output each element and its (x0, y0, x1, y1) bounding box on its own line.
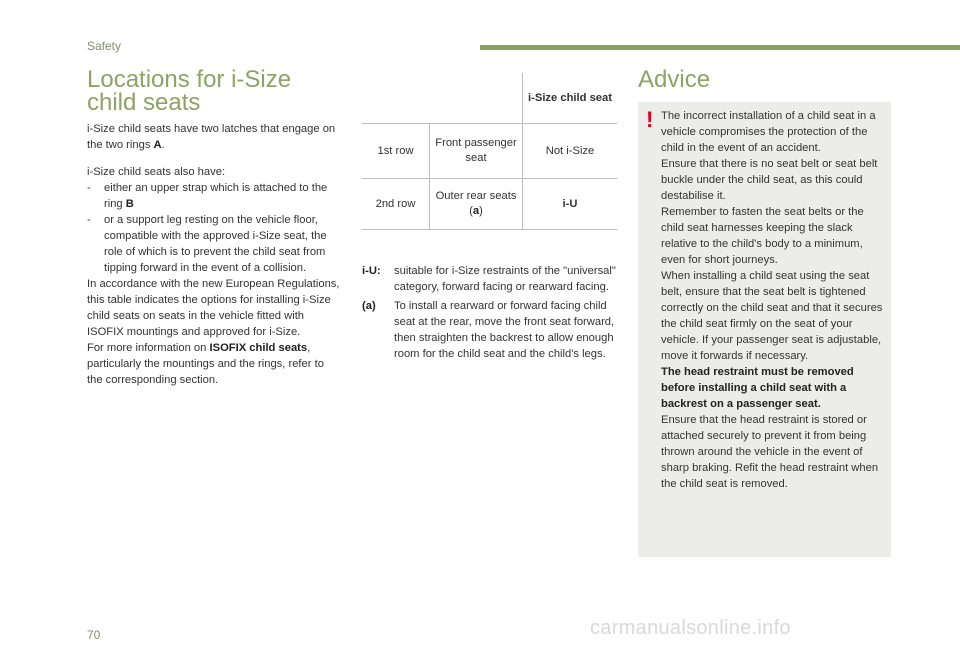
seat-label-front: Front passenger seat (430, 124, 523, 179)
legend-text: To install a rearward or forward facing child seat at the rear, move the front seat forward, then straighten the backrest to allow enough room for the child seat and the child's legs. (394, 300, 615, 360)
ring-a-label: A (153, 139, 162, 151)
advice-text (661, 108, 887, 492)
empty-header-cell (362, 74, 430, 124)
more-info-end: , particularly the mountings and the rings, refer to the corresponding section. (87, 342, 324, 386)
ring-b-label: B (125, 198, 134, 210)
table-header-row (362, 74, 617, 124)
empty-header-cell (430, 74, 523, 124)
value-not-isize: Not i-Size (523, 124, 618, 179)
bullet-upper-strap-text: either an upper strap which is attached to the ring (104, 182, 328, 210)
outer-rear-end: ) (479, 205, 483, 217)
advice-p1: The incorrect installation of a child seat in a vehicle compromises the protection of the child in the event of an accident. (661, 110, 876, 154)
bullet-support-leg: - or a support leg resting on the vehicle floor, compatible with the approved i-Size seat, the role of which is to prevent the child seat from tipping forward in the event of a collision. (87, 214, 327, 274)
legend-item-iu (362, 263, 622, 295)
legend-key: (a) (362, 300, 376, 312)
intro-text: i-Size child seats have two latches that engage on the two rings (87, 123, 336, 151)
value-iu: i-U (523, 179, 618, 230)
intro-end: . (161, 139, 165, 151)
outer-rear-text: Outer rear seats ( (435, 190, 517, 217)
warning-icon: ! (646, 107, 654, 132)
table-header-isize: i-Size child seat (523, 74, 618, 124)
more-info-paragraph (87, 340, 342, 388)
table-row (362, 179, 617, 230)
page-title: Locations for i-Size child seats (87, 66, 292, 116)
note-a-ref: a (472, 205, 480, 217)
advice-title: Advice (638, 66, 711, 93)
advice-p4: When installing a child seat using the seat belt, ensure that the seat belt is tightened correctly on the child seat and that it secures the child seat firmly on the seat of your vehicle. If your passenger seat is adjustable, move it forwards if necessary. (661, 270, 883, 362)
legend-key: i-U: (362, 265, 381, 277)
page-number: 70 (87, 628, 101, 642)
seat-label-outer-rear (430, 179, 523, 230)
advice-head-restraint-warning: The head restraint must be removed before installing a child seat with a backrest on a passenger seat. (661, 366, 854, 410)
legend-item-a (362, 298, 622, 362)
intro-paragraph (87, 121, 342, 153)
isofix-link-text: ISOFIX child seats (209, 342, 308, 354)
row-label-2nd: 2nd row (362, 179, 430, 230)
section-label: Safety (87, 39, 122, 53)
section-divider-bar (480, 45, 960, 50)
bullet-upper-strap: - either an upper strap which is attached to the ring B (87, 182, 328, 210)
features-intro: i-Size child seats also have: (87, 166, 226, 178)
table-row (362, 124, 617, 179)
bullet-support-leg-text: or a support leg resting on the vehicle floor, compatible with the approved i-Size seat, the role of which is to prevent the child seat from tipping forward in the event of a collision. (104, 214, 327, 274)
regulations-paragraph: In accordance with the new European Regulations, this table indicates the options for installing i-Size child seats on seats in the vehicle fitted with ISOFIX mountings and approved for i-Size. (87, 278, 340, 338)
advice-p2: Ensure that there is no seat belt or seat belt buckle under the child seat, as this could destabilise it. (661, 158, 878, 202)
more-info-text: For more information on (87, 342, 210, 354)
table-legend (362, 263, 622, 365)
features-paragraph (87, 164, 342, 388)
advice-p3: Remember to fasten the seat belts or the child seat harnesses keeping the slack relative to the child's body to a minimum, even for short journeys. (661, 206, 864, 266)
isize-table (362, 73, 617, 230)
advice-p6: Ensure that the head restraint is stored or attached securely to prevent it from being thrown around the vehicle in the event of sharp braking. Refit the head restraint when the child seat is removed. (661, 414, 879, 490)
legend-text: suitable for i-Size restraints of the "universal" category, forward facing or rearward facing. (394, 265, 616, 293)
row-label-1st: 1st row (362, 124, 430, 179)
watermark: carmanualsonline.info (590, 617, 791, 639)
